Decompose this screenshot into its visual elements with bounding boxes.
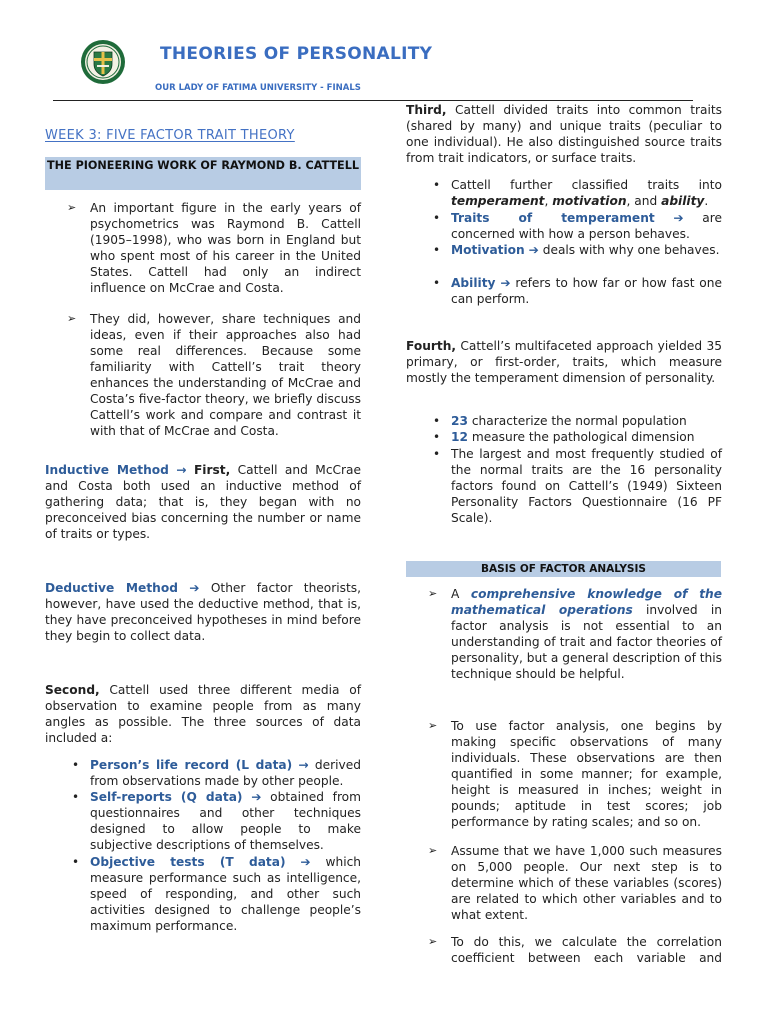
third-lead: Third, [406, 103, 447, 117]
separator: , [544, 194, 549, 208]
bullet-icon: • [433, 178, 441, 192]
bullet-icon: • [433, 243, 441, 257]
bullet-icon: • [72, 758, 80, 772]
source-item-l-data [67, 757, 361, 789]
bullet-icon: • [433, 414, 441, 428]
trait-item-motivation [428, 242, 722, 258]
inductive-text: Cattell and McCrae and Costa both used an inductive method of gathering data; that is, they began with no preconceived bias concerning the number or name of traits or types. [45, 463, 362, 541]
source-text-t: which measure performance such as intelligence, speed of responding, and other such activities designed to challenge people’s maximum performance. [90, 855, 362, 933]
fourth-paragraph [406, 338, 722, 386]
ability-term: ability [661, 194, 705, 208]
intro-item-2 [67, 311, 361, 439]
classified-text: Cattell further classified traits into [451, 178, 722, 192]
trait-item-ability [428, 275, 722, 307]
deductive-method-term: Deductive Method [45, 581, 178, 595]
arrow-icon: ➔ [251, 790, 262, 804]
trait-term-temperament: Traits of temperament [451, 211, 655, 225]
source-term-t: Objective tests (T data) [90, 855, 286, 869]
intro-text-2: They did, however, share techniques and ideas, even if their approaches also had some real differences. Because some familiarity with Cattell’s trait theory enhances the understanding of McCrae and Costa’s five-factor theory, we briefly discuss Cattell’s work and compare and contrast it with that of McCrae and Costa. [90, 312, 361, 438]
motivation-term: motivation [552, 194, 627, 208]
chevron-bullet-icon: ➢ [428, 587, 438, 600]
inductive-method-term: Inductive Method [45, 463, 169, 477]
source-item-q-data [67, 789, 361, 853]
period: . [704, 194, 709, 208]
chevron-bullet-icon: ➢ [67, 201, 77, 214]
second-paragraph [45, 682, 361, 746]
fourth-text: Cattell’s multifaceted approach yielded 35 primary, or first-order, traits, which measure mostly the temperament dimension of personality. [406, 339, 723, 385]
header-divider [53, 100, 693, 101]
factor-item-3 [428, 843, 722, 923]
factor2-text: To use factor analysis, one begins by making specific observations of many individuals. These observations are then quantified in some manner; for example, height is measured in inches; weight in pounds; aptitude in test scores; job performance by rating scales; and so on. [451, 719, 722, 829]
source-text-q: obtained from questionnaires and other techniques designed to allow people to make subjective descriptions of themselves. [90, 790, 362, 852]
arrow-icon: ➔ [500, 276, 511, 290]
bullet-icon: • [433, 447, 441, 461]
chevron-bullet-icon: ➢ [67, 312, 77, 325]
trait-term-ability: Ability [451, 276, 496, 290]
count-text-12: measure the pathological dimension [471, 430, 695, 444]
section-heading-cattell: THE PIONEERING WORK OF RAYMOND B. CATTELL [45, 157, 361, 190]
trait-text-temperament: are concerned with how a person behaves. [451, 211, 722, 241]
week-heading: WEEK 3: FIVE FACTOR TRAIT THEORY [45, 128, 295, 143]
factor-item-2 [428, 718, 722, 830]
second-lead: Second, [45, 683, 100, 697]
source-term-l: Person’s life record (L data) [90, 758, 293, 772]
page-header [0, 0, 768, 110]
bullet-icon: • [433, 430, 441, 444]
deductive-text: Other factor theorists, however, have used the deductive method, that is, they have preconceived hypotheses in mind before they begin to collect data. [45, 581, 362, 643]
trait-item-temperament [428, 210, 722, 242]
bullet-icon: • [433, 276, 441, 290]
count-text-23: characterize the normal population [471, 414, 687, 428]
chevron-bullet-icon: ➢ [428, 719, 438, 732]
deductive-method-paragraph [45, 580, 361, 644]
chevron-bullet-icon: ➢ [428, 844, 438, 857]
bullet-icon: • [433, 211, 441, 225]
largest-traits-item [428, 446, 722, 526]
section-heading-factor-analysis: BASIS OF FACTOR ANALYSIS [406, 561, 721, 577]
trait-text-ability: refers to how far or how fast one can perform. [451, 276, 722, 306]
intro-item-1 [67, 200, 361, 296]
factor-item-4 [428, 934, 722, 966]
factor1-emphasis: comprehensive knowledge of the mathematical operations [451, 587, 722, 617]
third-paragraph [406, 102, 722, 166]
fourth-lead: Fourth, [406, 339, 457, 353]
chevron-bullet-icon: ➢ [428, 935, 438, 948]
document-subtitle: OUR LADY OF FATIMA UNIVERSITY - FINALS [155, 83, 361, 93]
arrow-icon: ➔ [300, 855, 311, 869]
bullet-icon: • [72, 790, 80, 804]
factor1-lead: A [451, 587, 460, 601]
count-number-12: 12 [451, 430, 468, 444]
temperament-term: temperament [451, 194, 545, 208]
count-number-23: 23 [451, 414, 468, 428]
count-item-12 [428, 429, 722, 445]
largest-traits-text: The largest and most frequently studied of the normal traits are the 16 personality factors found on Cattell’s (1949) Sixteen Personality Factors Questionnaire (16 PF Scale). [451, 447, 722, 525]
factor4-text: To do this, we calculate the correlation coefficient between each variable and [451, 935, 722, 965]
inductive-method-paragraph [45, 462, 361, 542]
bullet-icon: • [72, 855, 80, 869]
third-text: Cattell divided traits into common traits (shared by many) and unique traits (peculiar to one individual). He also distinguished source traits from trait indicators, or surface traits. [406, 103, 722, 165]
factor3-text: Assume that we have 1,000 such measures on 5,000 people. Our next step is to determine which of these variables (scores) are related to which other variables and to what extent. [451, 844, 722, 922]
intro-text-1: An important figure in the early years of psychometrics was Raymond B. Cattell (1905–1998), who was born in England but who spent most of his career in the United States. Cattell had only an indirect influence on McCrae and Costa. [90, 201, 361, 295]
trait-term-motivation: Motivation [451, 243, 525, 257]
arrow-icon: ➔ [189, 581, 200, 595]
arrow-icon: ➔ [673, 211, 684, 225]
arrow-icon: ➔ [528, 243, 539, 257]
factor-item-1 [428, 586, 722, 682]
trait-text-motivation: deals with why one behaves. [542, 243, 720, 257]
classified-item [428, 177, 722, 209]
factor1-text: involved in factor analysis is not essential to an understanding of trait and factor theories of personality, but a general description of this technique should be helpful. [451, 603, 722, 681]
source-term-q: Self-reports (Q data) [90, 790, 243, 804]
university-seal-icon [80, 39, 126, 85]
source-item-t-data [67, 854, 361, 934]
arrow-icon: → [176, 463, 187, 477]
document-title: THEORIES OF PERSONALITY [160, 44, 433, 64]
source-text-l: derived from observations made by other people. [90, 758, 361, 788]
separator: , and [626, 194, 658, 208]
arrow-icon: → [298, 758, 309, 772]
second-text: Cattell used three different media of observation to examine people from as many angles as possible. The three sources of data included a: [45, 683, 361, 745]
inductive-lead: First, [193, 463, 231, 477]
count-item-23 [428, 413, 722, 429]
